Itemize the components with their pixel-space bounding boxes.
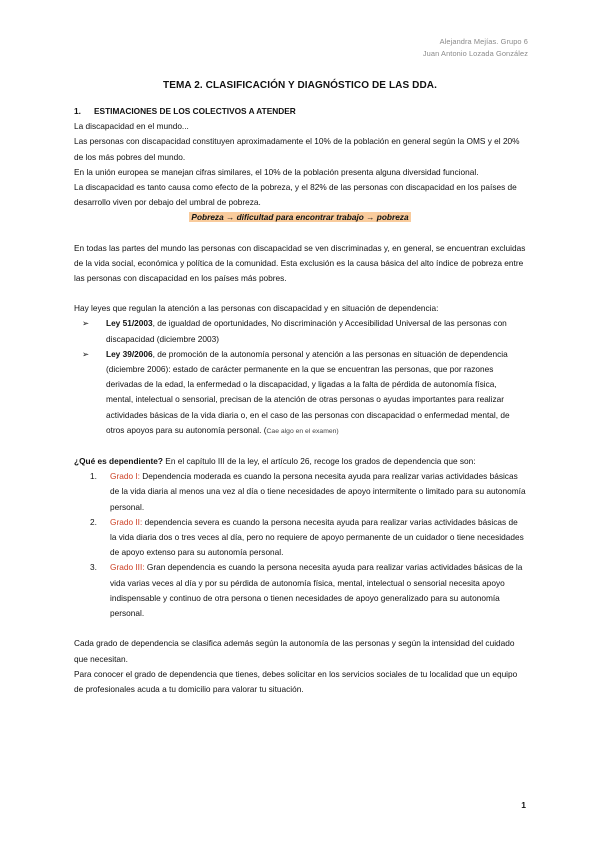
spacer	[74, 621, 526, 636]
grade-label: Grado II:	[110, 516, 143, 527]
spacer	[74, 439, 526, 454]
arrow-bullet-icon: ➢	[82, 318, 89, 329]
law-description: , de igualdad de oportunidades, No discriminación y Accesibilidad Universal de las personas con discapacidad (diciembre 2003)	[106, 318, 507, 344]
grade-label: Grado III:	[110, 562, 145, 573]
spacer	[74, 286, 526, 301]
arrow-bullet-icon: ➢	[82, 348, 89, 359]
poverty-cycle-highlight: Pobreza → dificultad para encontrar trabajo → pobreza	[191, 212, 409, 223]
dependency-intro-text: En el capítulo III de la ley, el artículo 26, recoge los grados de dependencia que son:	[162, 456, 476, 467]
grade-label: Grado I:	[110, 471, 140, 482]
law-description: , de promoción de la autonomía personal y atención a las personas en situación de dependencia (diciembre 2006): estado de carácter permanente en la que se encuentran las personas, que por razones derivadas de la edad, la enfermedad o la discapacidad, y ligadas a la falta de pérdida de autonomía física, mental, intelectual o sensorial, precisan de la atención de otras personas o ayudas importantes para realizar actividades básicas de la vida diaria o, en el caso de las personas con discapacidad o enfermedad mental, de otros apoyos para su autonomía personal. (	[106, 348, 510, 435]
grade-item	[74, 515, 526, 561]
page-number: 1	[521, 800, 526, 810]
author-header	[423, 36, 528, 60]
section-heading	[74, 104, 526, 119]
paragraph-eu-stats: En la unión europea se manejan cifras similares, el 10% de la población presenta alguna diversidad funcional.	[74, 166, 479, 177]
laws-list	[74, 316, 526, 439]
author-line-2: Juan Antonio Lozada González	[422, 49, 528, 58]
laws-intro: Hay leyes que regulan la atención a las personas con discapacidad y en situación de dependencia:	[74, 303, 439, 314]
grade-number: 2.	[90, 516, 97, 527]
highlight-line	[74, 210, 526, 225]
grade-item	[74, 469, 526, 515]
section-heading-text: ESTIMACIONES DE LOS COLECTIVOS A ATENDER	[94, 106, 296, 116]
grade-number: 1.	[90, 471, 97, 482]
exam-note: Cae algo en el examen)	[266, 427, 339, 435]
grade-description: Gran dependencia es cuando la persona necesita ayuda para realizar varias actividades básicas de la vida varias veces al día y por su pérdida de autonomía física, mental, intelectual o sensorial necesita apoyo indispensable y continuo de otra persona o tienen necesidades de apoyo generalizado para su autonomía personal.	[110, 562, 523, 619]
grade-item	[74, 560, 526, 621]
closing-paragraph-2: Para conocer el grado de dependencia que tienes, debes solicitar en los servicios sociales de tu localidad que un equipo de profesionales acuda a tu domicilio para valorar tu situación.	[74, 668, 518, 694]
law-item	[74, 316, 526, 346]
author-line-1: Alejandra Mejías. Grupo 6	[439, 37, 528, 46]
grades-list	[74, 469, 526, 621]
law-name: Ley 39/2006	[106, 348, 153, 359]
grade-description: dependencia severa es cuando la persona necesita ayuda para realizar varias actividades básicas de la vida diaria dos o tres veces al día, pero no requiere de apoyo permanente de un cuidador o tiene necesidades de apoyo extenso para su autonomía personal.	[110, 516, 524, 558]
document-body	[74, 104, 526, 697]
section-intro: La discapacidad en el mundo...	[74, 121, 189, 132]
closing-paragraph-1: Cada grado de dependencia se clasifica además según la autonomía de las personas y según la intensidad del cuidado que necesitan.	[74, 638, 515, 664]
grade-description: Dependencia moderada es cuando la persona necesita ayuda para realizar varias actividades básicas de la vida diaria al menos una vez al día o tiene necesidades de apoyo intermitente o limitado para su autonomía personal.	[110, 471, 526, 512]
section-number: 1.	[74, 106, 81, 116]
paragraph-discrimination: En todas las partes del mundo las personas con discapacidad se ven discriminadas y, en general, se encuentran excluidas de la vida social, económica y política de la comunidad. Esta exclusión es la causa básica del alto índice de pobreza entre las personas con discapacidad en los países más pobres.	[74, 242, 526, 284]
spacer	[74, 226, 526, 241]
paragraph-poverty: La discapacidad es tanto causa como efecto de la pobreza, y el 82% de las personas con discapacidad en los países de desarrollo viven por debajo del umbral de pobreza.	[74, 182, 517, 208]
law-item	[74, 347, 526, 439]
grade-number: 3.	[90, 562, 97, 573]
dependency-intro	[74, 454, 526, 469]
document-title: TEMA 2. CLASIFICACIÓN Y DIAGNÓSTICO DE LAS DDA.	[163, 80, 437, 91]
law-name: Ley 51/2003	[106, 318, 153, 329]
dependency-question: ¿Qué es dependiente?	[74, 456, 163, 467]
paragraph-who-stats: Las personas con discapacidad constituyen aproximadamente el 10% de la población en general según la OMS y el 20% de los más pobres del mundo.	[74, 136, 520, 162]
